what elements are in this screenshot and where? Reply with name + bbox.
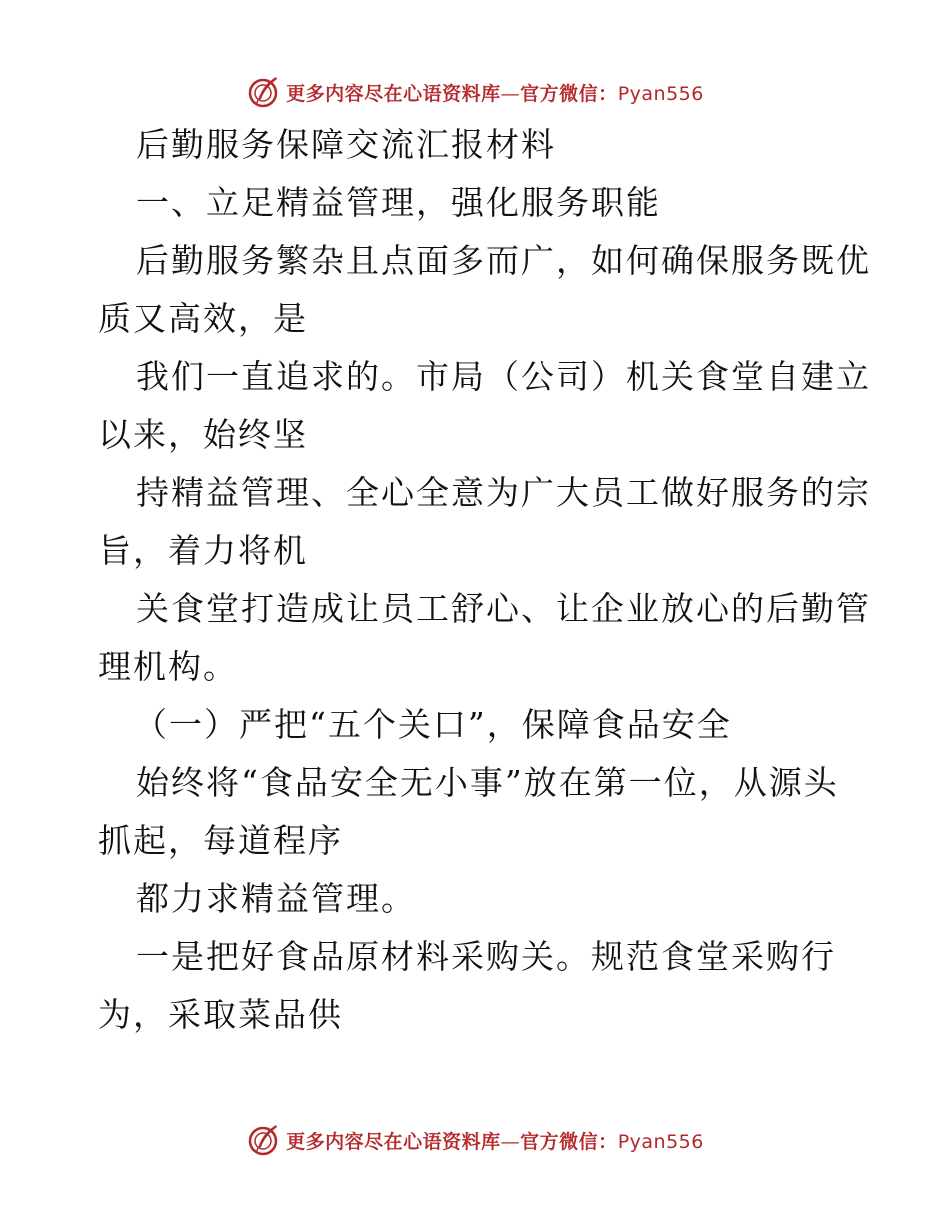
header-wechat-id: Pyan556 <box>617 82 704 105</box>
header-separator: — <box>500 82 521 105</box>
footer-contact-text: 官方微信： <box>520 1130 618 1153</box>
subsection-heading: （一）严把“五个关口”，保障食品安全 <box>134 705 732 744</box>
header-banner-text <box>286 79 704 106</box>
header-brand-text: 更多内容尽在心语资料库 <box>286 82 501 105</box>
paragraph-line: 都力求精益管理。 <box>136 879 416 918</box>
paragraph-line: 以来，始终坚 <box>98 415 308 454</box>
section-heading: 一、立足精益管理，强化服务职能 <box>136 183 661 222</box>
footer-brand-text: 更多内容尽在心语资料库 <box>286 1130 501 1153</box>
paragraph-line: 理机构。 <box>98 647 238 686</box>
footer-separator: — <box>500 1130 521 1153</box>
footer-wechat-id: Pyan556 <box>617 1130 704 1153</box>
paragraph-line: 后勤服务繁杂且点面多而广，如何确保服务既优 <box>136 241 871 280</box>
quill-logo-icon <box>246 1122 282 1158</box>
header-banner-content <box>246 74 704 110</box>
paragraph-line: 抓起，每道程序 <box>98 821 343 860</box>
header-contact-text: 官方微信： <box>520 82 618 105</box>
doc-title: 后勤服务保障交流汇报材料 <box>136 125 556 164</box>
footer-banner-text <box>286 1127 704 1154</box>
footer-banner-content <box>246 1122 704 1158</box>
paragraph-line: 旨，着力将机 <box>98 531 308 570</box>
paragraph-line: 我们一直追求的。市局（公司）机关食堂自建立 <box>136 357 871 396</box>
paragraph-line: 质又高效，是 <box>98 299 308 338</box>
footer-banner <box>0 1120 950 1160</box>
paragraph-line: 持精益管理、全心全意为广大员工做好服务的宗 <box>136 473 871 512</box>
quill-logo-icon <box>246 74 282 110</box>
document-body <box>98 116 871 1044</box>
paragraph-line: 关食堂打造成让员工舒心、让企业放心的后勤管 <box>136 589 871 628</box>
paragraph-line: 一是把好食品原材料采购关。规范食堂采购行 <box>136 937 836 976</box>
paragraph-line: 为，采取菜品供 <box>98 995 343 1034</box>
header-banner <box>0 72 950 112</box>
paragraph-line: 始终将“食品安全无小事”放在第一位，从源头 <box>136 763 839 802</box>
